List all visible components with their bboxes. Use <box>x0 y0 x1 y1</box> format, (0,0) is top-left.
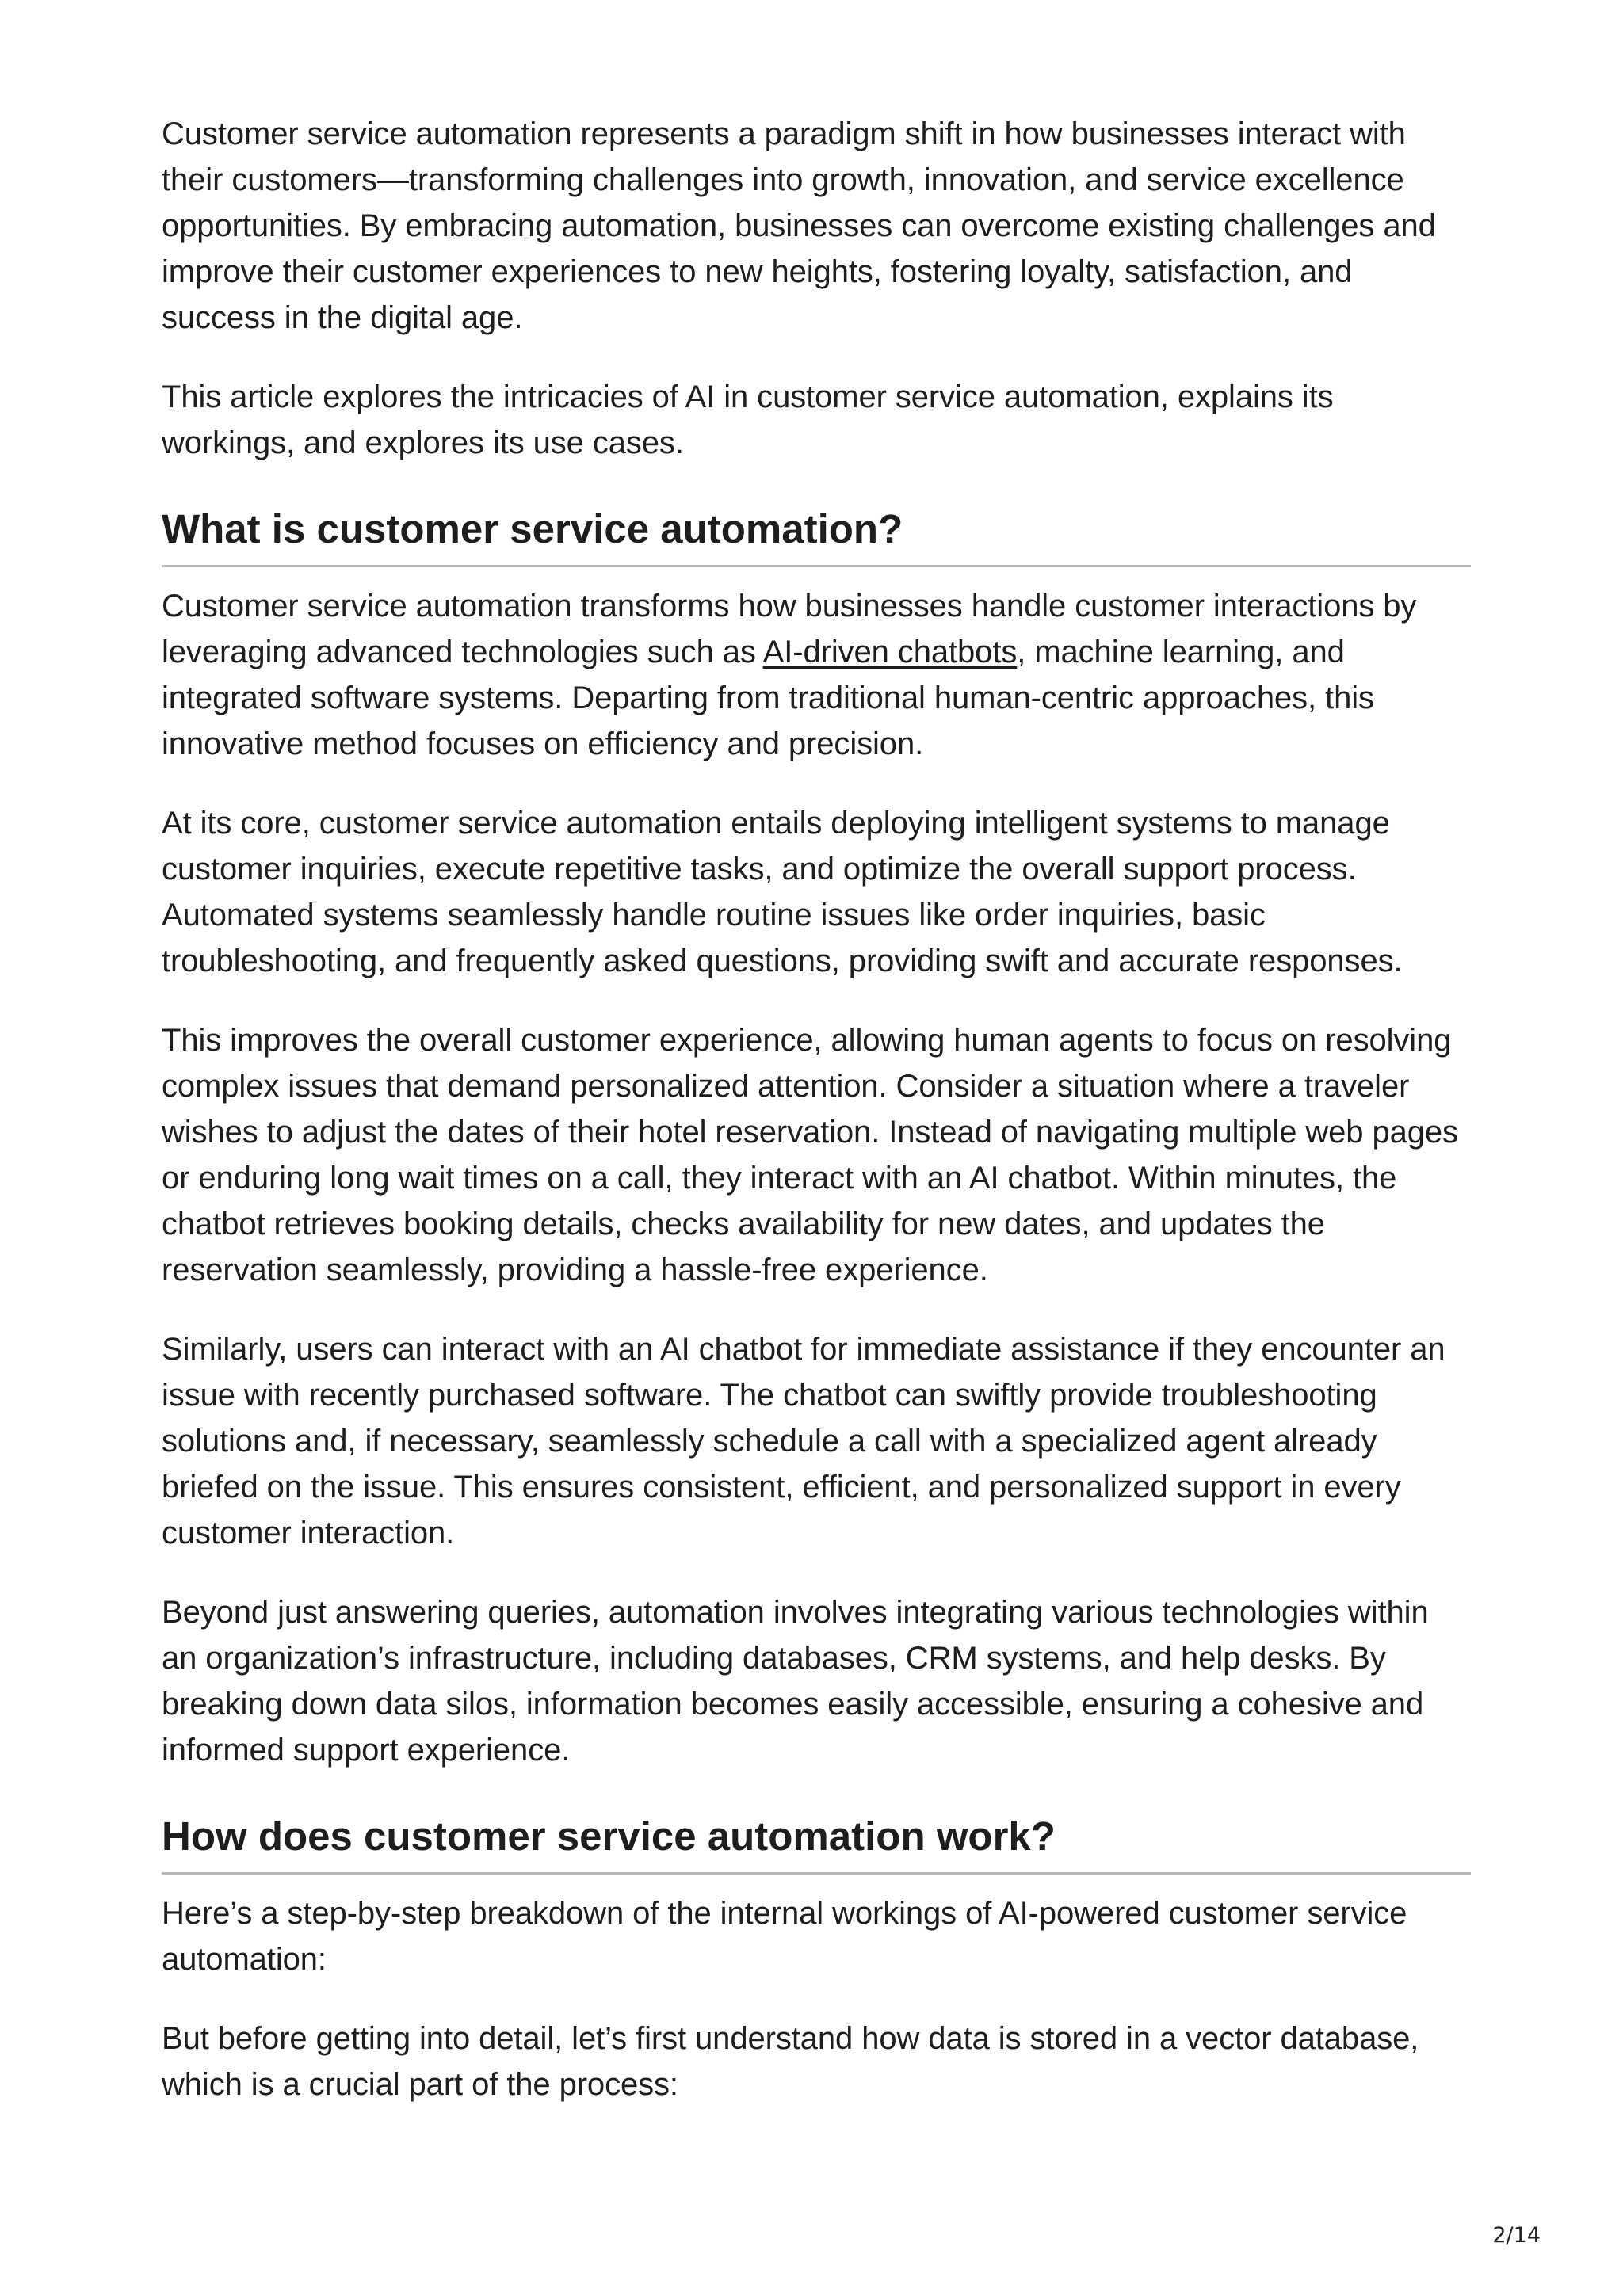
intro-paragraph-2: This article explores the intricacies of AI in customer service automation, explains its workings, and explores its use cases. <box>162 379 1334 460</box>
section-heading-what-is: What is customer service automation? <box>162 504 1471 567</box>
section1-p1-text-after: , machine learning, and integrated software systems. Departing from traditional human-centric approaches, this innovative method focuses on efficiency and precision. <box>162 635 1374 761</box>
section-heading-how-does: How does customer service automation work? <box>162 1811 1471 1875</box>
section1-paragraph-1 <box>162 583 1471 767</box>
intro-paragraph-1: Customer service automation represents a paradigm shift in how businesses interact with their customers—transforming challenges into growth, innovation, and service excellence opportunities. By embracing automation, businesses can overcome existing challenges and improve their customer experiences to new heights, fostering loyalty, satisfaction, and success in the digital age. <box>162 116 1436 335</box>
section2-paragraph-1: Here’s a step-by-step breakdown of the internal workings of AI-powered customer service automation: <box>162 1896 1407 1977</box>
section1-paragraph-5: Beyond just answering queries, automation involves integrating various technologies within an organization’s infrastructure, including databases, CRM systems, and help desks. By breaking down data silos, information becomes easily accessible, ensuring a cohesive and informed support experience. <box>162 1595 1429 1768</box>
section1-paragraph-3: This improves the overall customer experience, allowing human agents to focus on resolving complex issues that demand personalized attention. Consider a situation where a traveler wishes to adjust the dates of their hotel reservation. Instead of navigating multiple web pages or enduring long wait times on a call, they interact with an AI chatbot. Within minutes, the chatbot retrieves booking details, checks availability for new dates, and updates the reservation seamlessly, providing a hassle-free experience. <box>162 1023 1458 1287</box>
section1-paragraph-4: Similarly, users can interact with an AI chatbot for immediate assistance if they encounter an issue with recently purchased software. The chatbot can swiftly provide troubleshooting solutions and, if necessary, seamlessly schedule a call with a specialized agent already briefed on the issue. This ensures consistent, efficient, and personalized support in every customer interaction. <box>162 1332 1445 1550</box>
article-body <box>162 111 1471 2141</box>
section1-p1-text-before: Customer service automation transforms how businesses handle customer interactions by leveraging advanced technologies such as <box>162 589 1417 669</box>
page-number: 2/14 <box>1492 2223 1541 2248</box>
section1-paragraph-2: At its core, customer service automation entails deploying intelligent systems to manage customer inquiries, execute repetitive tasks, and optimize the overall support process. Automated systems seamlessly handle routine issues like order inquiries, basic troubleshooting, and frequently asked questions, providing swift and accurate responses. <box>162 806 1403 978</box>
section2-paragraph-2: But before getting into detail, let’s first understand how data is stored in a vector database, which is a crucial part of the process: <box>162 2021 1419 2102</box>
ai-driven-chatbots-link[interactable]: AI-driven chatbots <box>762 635 1018 669</box>
